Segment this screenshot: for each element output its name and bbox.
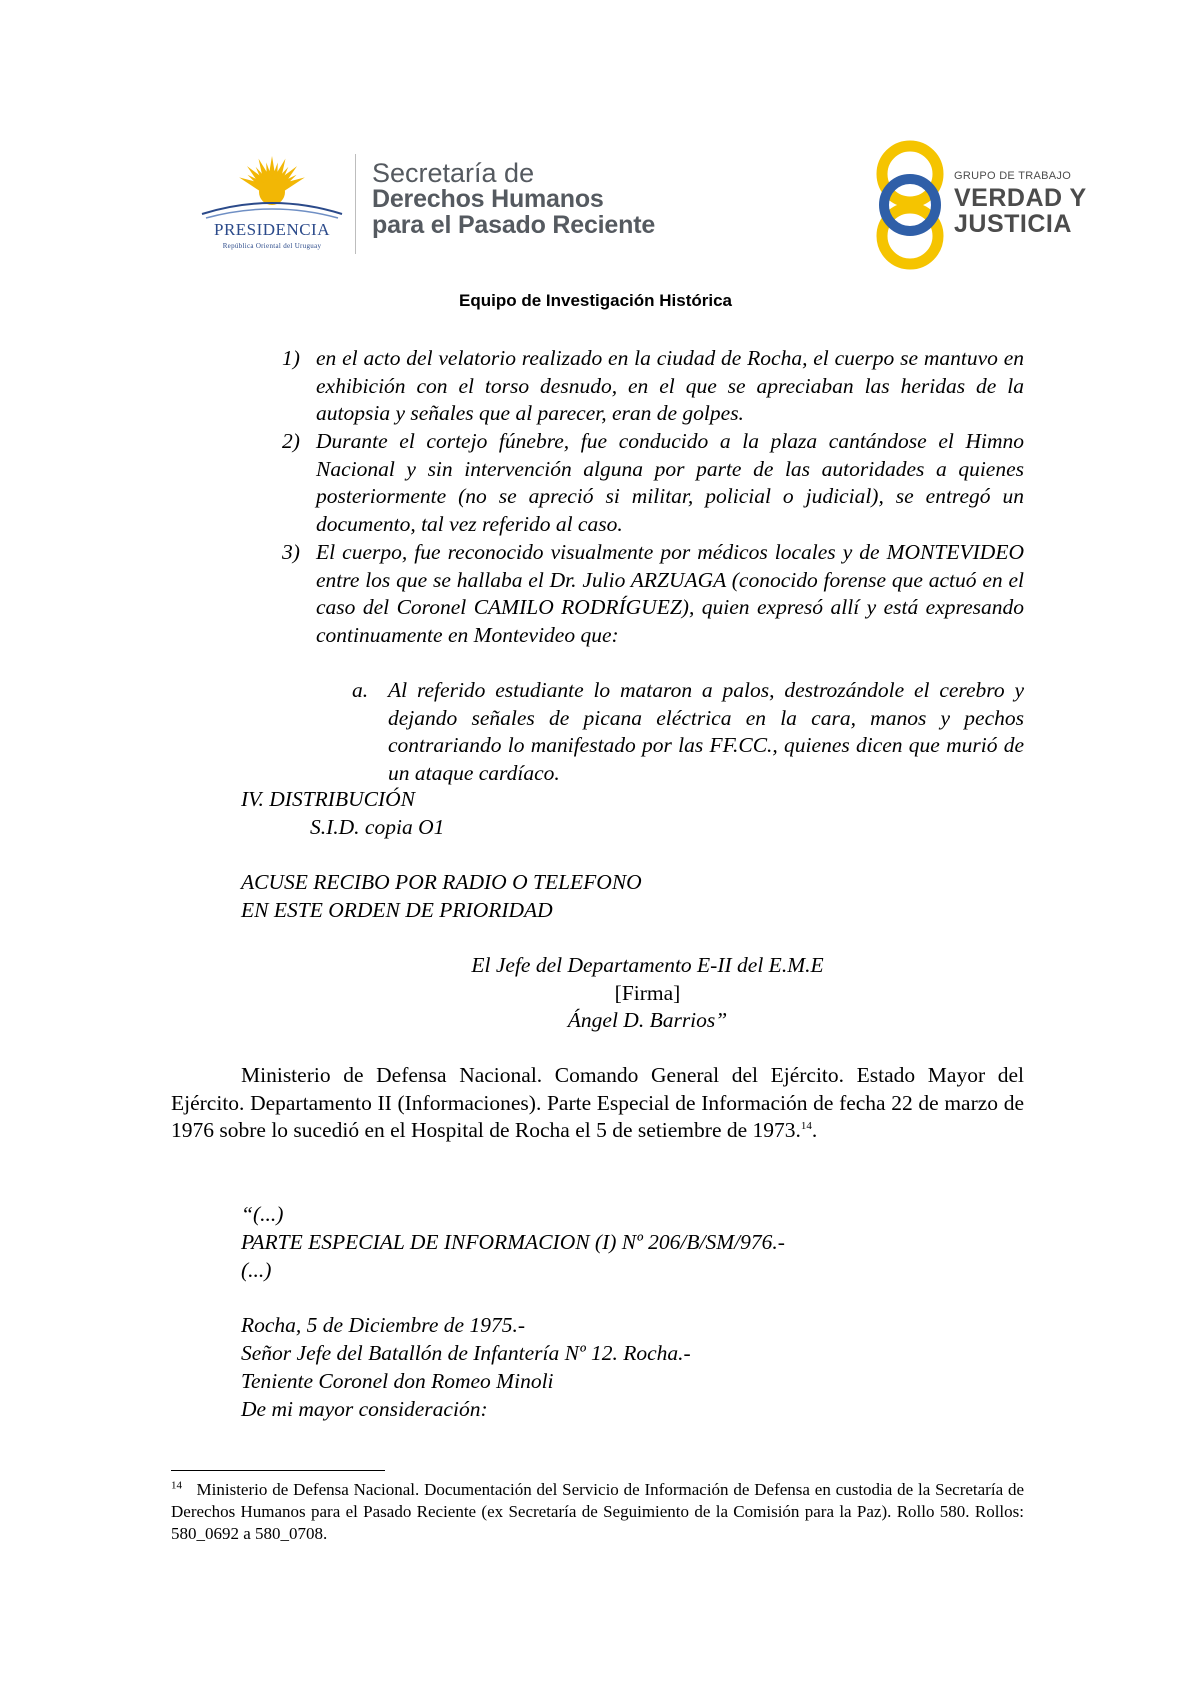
secretaria-line3: para el Pasado Reciente <box>372 211 656 239</box>
list-item-number: 2) <box>282 429 300 453</box>
unit-title: Equipo de Investigación Histórica <box>459 291 732 310</box>
letter-addressee1: Señor Jefe del Batallón de Infantería Nº 12. Rocha.- <box>241 1341 691 1365</box>
header-divider <box>355 154 356 254</box>
acuse-line2: EN ESTE ORDEN DE PRIORIDAD <box>241 898 553 922</box>
list-item-text: El cuerpo, fue reconocido visualmente por médicos locales y de MONTEVIDEO entre los que se hallaba el Dr. Julio ARZUAGA (conocido forense que actuó en el caso del Coronel CAMILO RODRÍGUEZ), quien expresó allí y está expresando continuamente en Montevideo que: <box>316 540 1024 647</box>
letter-date: Rocha, 5 de Diciembre de 1975.- <box>241 1313 525 1337</box>
distribution-heading: IV. DISTRIBUCIÓN <box>241 787 415 811</box>
footnote-number: 14 <box>171 1479 182 1492</box>
parte-number: PARTE ESPECIAL DE INFORMACION (I) Nº 206/B/SM/976.- <box>241 1230 785 1254</box>
grupo-big-line1: VERDAD Y <box>954 184 1087 212</box>
presidencia-logo <box>196 152 348 254</box>
letter-greeting: De mi mayor consideración: <box>241 1397 488 1421</box>
secretaria-line1: Secretaría de <box>372 158 535 188</box>
secretaria-line2: Derechos Humanos <box>372 185 604 213</box>
sub-list-text: Al referido estudiante lo mataron a palos, destrozándole el cerebro y dejando señales de picana eléctrica en la cara, manos y pechos contrariando lo manifestado por las FF.CC., quienes dicen que murió de un ataque cardíaco. <box>388 678 1024 785</box>
signature-line3: Ángel D. Barrios” <box>567 1008 728 1032</box>
list-item-number: 3) <box>282 540 300 564</box>
signature-line2: [Firma] <box>614 980 681 1005</box>
signature-block <box>241 952 1024 1035</box>
linked-rings-icon <box>870 140 950 270</box>
footnote-text: Ministerio de Defensa Nacional. Documentación del Servicio de Información de Defensa en custodia de la Secretaría de Derechos Humanos para el Pasado Reciente (ex Secretaría de Seguimiento de la Comisión para la Paz). Rollo 580. Rollos: 580_0692 a 580_0708. <box>171 1480 1024 1543</box>
secretaria-logo-text <box>372 160 655 238</box>
presidencia-name: PRESIDENCIA <box>213 220 330 239</box>
list-item-number: 1) <box>282 346 300 370</box>
verdad-justicia-logo <box>870 140 1100 270</box>
footnote <box>171 1479 1024 1545</box>
signature-line1: El Jefe del Departamento E-II del E.M.E <box>471 953 824 977</box>
source-paragraph-end: . <box>811 1118 818 1142</box>
footnote-reference[interactable]: 14 <box>800 1119 812 1132</box>
grupo-small-label: GRUPO DE TRABAJO <box>954 170 1072 182</box>
sub-list-letter: a. <box>352 678 369 702</box>
distribution-copy: S.I.D. copia O1 <box>310 815 445 839</box>
list-item-text: Durante el cortejo fúnebre, fue conducido a la plaza cantándose el Himno Nacional y sin intervención alguna por parte de las autoridades a quienes posteriormente (no se apreció si militar, policial o judicial), se entregó un documento, tal vez referido al caso. <box>316 429 1024 536</box>
grupo-big-line2: JUSTICIA <box>954 210 1072 238</box>
letterhead <box>0 140 1191 270</box>
footnote-separator <box>171 1470 385 1471</box>
source-paragraph-text: Ministerio de Defensa Nacional. Comando General del Ejército. Estado Mayor del Ejército. Departamento II (Informaciones). Parte Especial de Información de fecha 22 de marzo de 1976 sobre lo sucedió en el Hospital de Rocha el 5 de setiembre de 1973. <box>171 1063 1024 1142</box>
quote-ellipsis: (...) <box>241 1258 272 1282</box>
sun-emblem-icon <box>196 152 348 222</box>
presidencia-subtitle: República Oriental del Uruguay <box>222 242 322 250</box>
list-item-text: en el acto del velatorio realizado en la ciudad de Rocha, el cuerpo se mantuvo en exhibición con el torso desnudo, en el que se apreciaban las heridas de la autopsia y señales que al parecer, eran de golpes. <box>316 346 1024 425</box>
letter-addressee2: Teniente Coronel don Romeo Minoli <box>241 1369 554 1393</box>
acuse-line1: ACUSE RECIBO POR RADIO O TELEFONO <box>241 870 642 894</box>
quote-open: “(...) <box>241 1202 284 1226</box>
source-paragraph <box>171 1062 1024 1145</box>
